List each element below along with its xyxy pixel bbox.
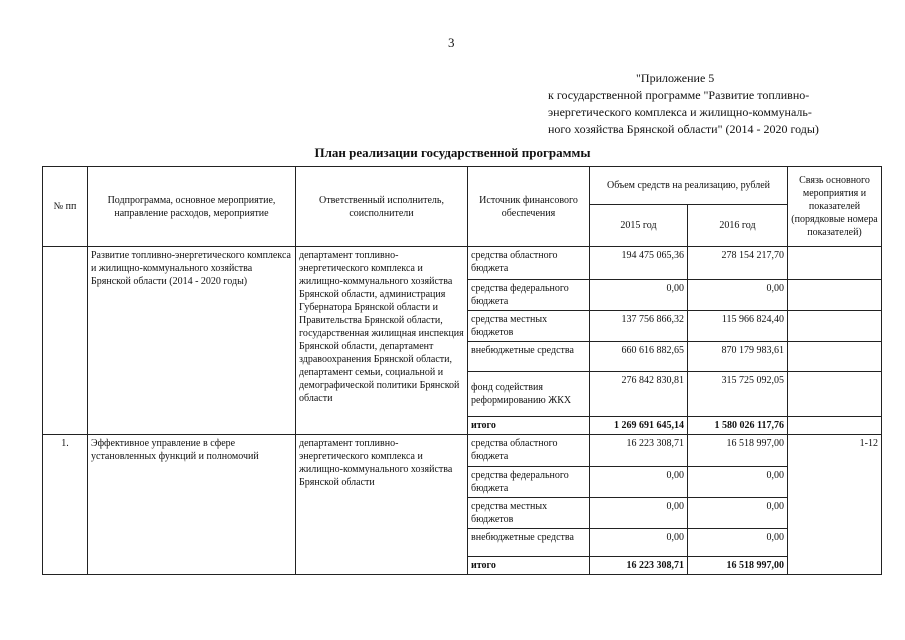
source-cell: внебюджетные средства [468, 529, 590, 557]
value-2016: 278 154 217,70 [688, 247, 788, 280]
value-2015: 1 269 691 645,14 [590, 417, 688, 435]
block2-executor: департамент топливно-энергетического комплекса и жилищно-коммунального хозяйства Брянской области [296, 435, 468, 575]
link-cell [788, 280, 882, 311]
table-row [43, 247, 882, 280]
value-2015: 194 475 065,36 [590, 247, 688, 280]
plan-table [42, 166, 882, 575]
source-cell: итого [468, 557, 590, 575]
appendix-note [548, 70, 878, 138]
value-2015: 0,00 [590, 467, 688, 498]
source-cell: средства местных бюджетов [468, 498, 590, 529]
header-link: Связь основного мероприятия и показателей (порядковые номера показателей) [788, 167, 882, 247]
source-cell: средства областного бюджета [468, 247, 590, 280]
plan-title: План реализации государственной программы [314, 145, 591, 160]
header-2016: 2016 год [688, 205, 788, 247]
value-2015: 16 223 308,71 [590, 557, 688, 575]
source-cell: итого [468, 417, 590, 435]
block1-num [43, 247, 88, 435]
value-2016: 0,00 [688, 498, 788, 529]
source-cell: средства областного бюджета [468, 435, 590, 467]
appendix-line-4: ного хозяйства Брянской области" (2014 - 2020 годы) [548, 122, 819, 136]
value-2016: 0,00 [688, 467, 788, 498]
value-2015: 16 223 308,71 [590, 435, 688, 467]
source-cell: средства местных бюджетов [468, 311, 590, 342]
value-2015: 0,00 [590, 529, 688, 557]
appendix-line-1: "Приложение 5 [636, 71, 715, 85]
block1-subprogram: Развитие топливно-энергетического комплекса и жилищно-коммунального хозяйства Брянской области (2014 - 2020 годы) [88, 247, 296, 435]
value-2015: 0,00 [590, 498, 688, 529]
link-cell: 1-12 [788, 435, 882, 575]
value-2015: 660 616 882,65 [590, 342, 688, 372]
value-2016: 1 580 026 117,76 [688, 417, 788, 435]
link-cell [788, 247, 882, 280]
link-cell [788, 342, 882, 372]
value-2016: 115 966 824,40 [688, 311, 788, 342]
source-cell: фонд содействия реформированию ЖКХ [468, 372, 590, 417]
value-2016: 16 518 997,00 [688, 557, 788, 575]
value-2016: 870 179 983,61 [688, 342, 788, 372]
link-cell [788, 311, 882, 342]
table-row [43, 435, 882, 467]
block2-subprogram: Эффективное управление в сфере установленных функций и полномочий [88, 435, 296, 575]
value-2016: 0,00 [688, 280, 788, 311]
header-source: Источник финансового обеспечения [468, 167, 590, 247]
header-num: № пп [43, 167, 88, 247]
header-subprogram: Подпрограмма, основное мероприятие, направление расходов, мероприятие [88, 167, 296, 247]
page-number: 3 [448, 35, 455, 50]
header-2015: 2015 год [590, 205, 688, 247]
value-2016: 0,00 [688, 529, 788, 557]
block2-num: 1. [43, 435, 88, 575]
source-cell: средства федерального бюджета [468, 467, 590, 498]
value-2016: 16 518 997,00 [688, 435, 788, 467]
block1-executor: департамент топливно-энергетического комплекса и жилищно-коммунального хозяйства Брянской области, администрация Губернатора Брянской области и Правительства Брянской области, государственная жилищная инспекция Брянской области, департамент здравоохранения Брянской области, департамент семьи, социальной и демографической политики Брянской области [296, 247, 468, 435]
source-cell: средства федерального бюджета [468, 280, 590, 311]
value-2016: 315 725 092,05 [688, 372, 788, 417]
header-row [43, 167, 882, 205]
value-2015: 137 756 866,32 [590, 311, 688, 342]
source-cell: внебюджетные средства [468, 342, 590, 372]
link-cell [788, 372, 882, 417]
appendix-line-2: к государственной программе "Развитие топливно- [548, 88, 810, 102]
value-2015: 276 842 830,81 [590, 372, 688, 417]
appendix-line-3: энергетического комплекса и жилищно-коммуналь- [548, 105, 812, 119]
link-cell [788, 417, 882, 435]
header-volume: Объем средств на реализацию, рублей [590, 167, 788, 205]
header-executor: Ответственный исполнитель, соисполнители [296, 167, 468, 247]
value-2015: 0,00 [590, 280, 688, 311]
